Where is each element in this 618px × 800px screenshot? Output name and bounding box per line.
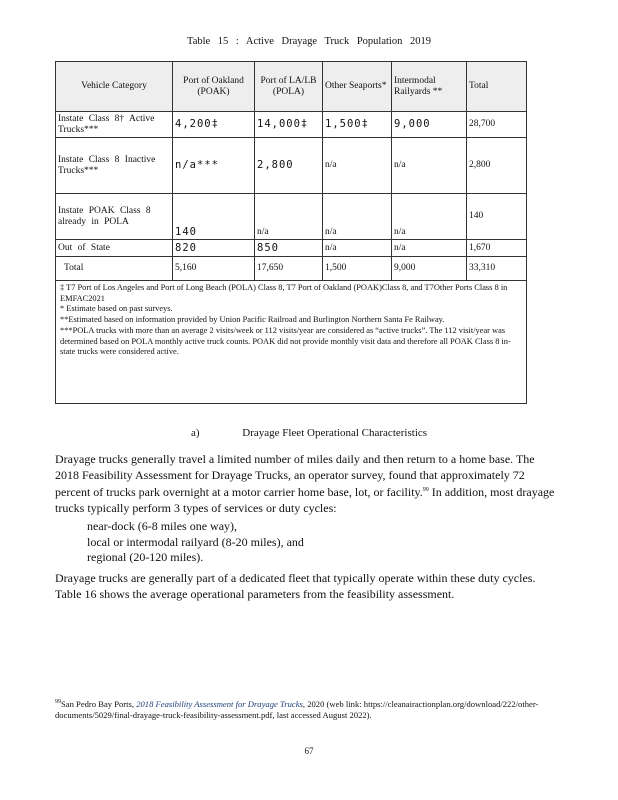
list-item	[75, 550, 304, 566]
cell-oakland: 5,160	[173, 257, 255, 281]
section-heading	[0, 427, 618, 439]
cell-total: 1,670	[467, 240, 527, 257]
footnote-reference[interactable]: 99	[422, 487, 429, 493]
cell-total: 140	[467, 194, 527, 240]
cell-oakland: 140	[173, 194, 255, 240]
header-intermodal-railyards: Intermodal Railyards **	[392, 62, 467, 112]
note-estimate: * Estimate based on past surveys.	[60, 304, 173, 314]
cell-la-lb: 17,650	[255, 257, 323, 281]
table-row	[56, 194, 527, 240]
header-port-la-lb: Port of LA/LB (POLA)	[255, 62, 323, 112]
header-total: Total	[467, 62, 527, 112]
table-header-row	[56, 62, 527, 112]
footnote-number: 99	[55, 699, 61, 705]
cell-other: 1,500	[323, 257, 392, 281]
list-item-text: local or intermodal railyard (8-20 miles), and	[87, 534, 304, 549]
paragraph-fleet: Drayage trucks are generally part of a dedicated fleet that typically operate within these duty cycles. Table 16 shows the average operational parameters from the feasibility assessment.	[55, 571, 536, 601]
table-notes-row	[56, 281, 527, 404]
cell-total: 28,700	[467, 112, 527, 138]
list-item-text: near-dock (6-8 miles one way),	[87, 519, 238, 533]
cell-oakland: 4,200‡	[173, 112, 255, 138]
cell-total: 33,310	[467, 257, 527, 281]
row-category: Instate POAK Class 8 already in POLA	[56, 194, 173, 240]
table-row	[56, 138, 527, 194]
paragraph-drayage-overview	[55, 452, 560, 516]
cell-other: n/a	[323, 240, 392, 257]
cell-la-lb: n/a	[255, 194, 323, 240]
table-notes	[56, 281, 527, 404]
para1-text-continued: In addition, most drayage trucks typically perform 3 types of services or duty cycles:	[55, 485, 555, 515]
cell-intermodal: 9,000	[392, 257, 467, 281]
cell-intermodal: n/a	[392, 240, 467, 257]
row-category: Out of State	[56, 240, 173, 257]
row-category: Total	[56, 257, 173, 281]
table-row	[56, 240, 527, 257]
cell-la-lb: 850	[255, 240, 323, 257]
section-title: Drayage Fleet Operational Characteristics	[242, 427, 428, 439]
footnote-text-continued: , 2020 (web link: https://cleanairactionplan.org/download/222/other-documents/5029/final-drayage-truck-feasibility-assessment.pdf, last accessed August 2022).	[55, 698, 539, 720]
header-port-oakland: Port of Oakland (POAK)	[173, 62, 255, 112]
table-title: Table 15 : Active Drayage Truck Population 2019	[187, 36, 431, 47]
footnote-text: San Pedro Bay Ports,	[61, 698, 137, 709]
duty-cycle-list	[75, 519, 304, 566]
list-item	[75, 519, 304, 535]
cell-la-lb: 2,800	[255, 138, 323, 194]
cell-intermodal: n/a	[392, 138, 467, 194]
table-row	[56, 112, 527, 138]
cell-oakland: n/a***	[173, 138, 255, 194]
section-letter: a)	[190, 427, 200, 439]
cell-intermodal: 9,000	[392, 112, 467, 138]
cell-other: 1,500‡	[323, 112, 392, 138]
list-item	[75, 535, 304, 551]
table-row	[56, 257, 527, 281]
row-category: Instate Class 8 Inactive Trucks***	[56, 138, 173, 194]
cell-intermodal: n/a	[392, 194, 467, 240]
cell-oakland: 820	[173, 240, 255, 257]
list-item-text: regional (20-120 miles).	[87, 550, 204, 564]
row-category: Instate Class 8† Active Trucks***	[56, 112, 173, 138]
header-vehicle-category: Vehicle Category	[56, 62, 173, 112]
note-sources: ‡ T7 Port of Los Angeles and Port of Long Beach (POLA) Class 8, T7 Port of Oakland (POAK)Class 8, and T7Other Ports Class 8 in EMFAC2021	[60, 283, 508, 303]
para1-text: Drayage trucks generally travel a limited number of miles daily and then return to a home base. The 2018 Feasibility Assessment for Drayage Trucks, an operator survey, found that approximately 72 percent of trucks park overnight at a motor carrier home base, lot, or facility.	[55, 452, 535, 499]
footnote	[55, 697, 555, 721]
page-number: 67	[304, 746, 314, 756]
footnote-title-link[interactable]: 2018 Feasibility Assessment for Drayage Trucks	[136, 698, 303, 709]
note-active-trucks: ***POLA trucks with more than an average 2 visits/week or 112 visits/year are considered as “active trucks”. The 112 visit/year was determined based on POLA monthly active truck counts. POAK did not provide monthly visit data and therefore all POAK Class 8 in-state trucks were considered active.	[60, 325, 511, 357]
cell-other: n/a	[323, 194, 392, 240]
header-other-seaports: Other Seaports*	[323, 62, 392, 112]
drayage-population-table	[55, 61, 527, 404]
cell-total: 2,800	[467, 138, 527, 194]
note-railyards: **Estimated based on information provided by Union Pacific Railroad and Burlington Northern Santa Fe Railway.	[60, 315, 445, 325]
cell-other: n/a	[323, 138, 392, 194]
cell-la-lb: 14,000‡	[255, 112, 323, 138]
